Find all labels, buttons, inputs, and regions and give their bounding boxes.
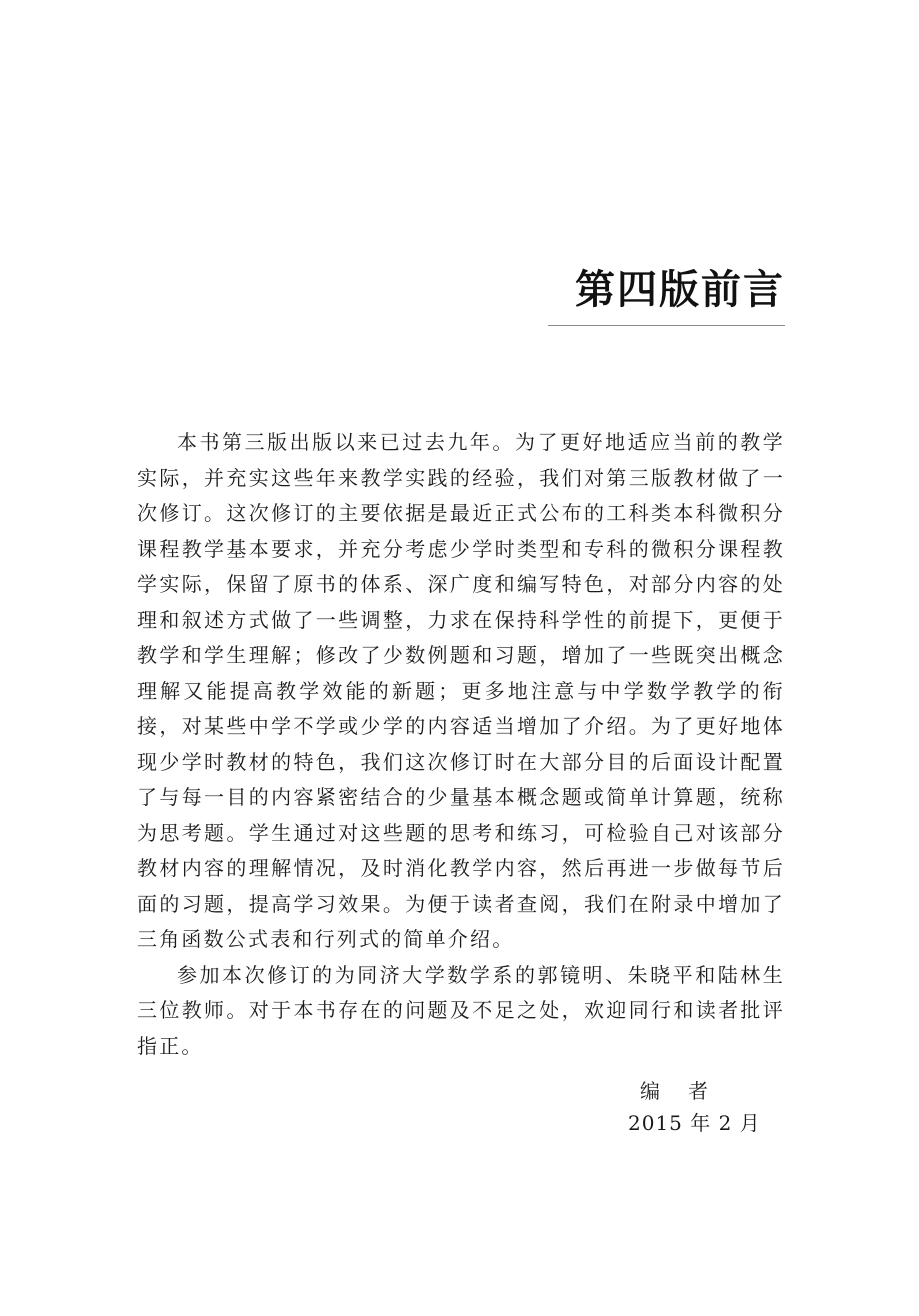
- preface-body: [137, 425, 785, 1064]
- paragraph-2: 参加本次修订的为同济大学数学系的郭镜明、朱晓平和陆林生三位教师。对于本书存在的问题及不足之处，欢迎同行和读者批评指正。: [137, 962, 785, 1058]
- date-line: 2015 年 2 月: [628, 1111, 761, 1135]
- author-signature: 编者: [640, 1079, 736, 1103]
- paragraph-1: 本书第三版出版以来已过去九年。为了更好地适应当前的教学实际，并充实这些年来教学实践的经验，我们对第三版教材做了一次修订。这次修订的主要依据是最近正式公布的工科类本科微积分课程教学基本要求，并充分考虑少学时类型和专科的微积分课程教学实际，保留了原书的体系、深广度和编写特色，对部分内容的处理和叙述方式做了一些调整，力求在保持科学性的前提下，更便于教学和学生理解；修改了少数例题和习题，增加了一些既突出概念理解又能提高教学效能的新题；更多地注意与中学数学教学的衔接，对某些中学不学或少学的内容适当增加了介绍。为了更好地体现少学时教材的特色，我们这次修订时在大部分目的后面设计配置了与每一目的内容紧密结合的少量基本概念题或简单计算题，统称为思考题。学生通过对这些题的思考和练习，可检验自己对该部分教材内容的理解情况，及时消化教学内容，然后再进一步做每节后面的习题，提高学习效果。为便于读者查阅，我们在附录中增加了三角函数公式表和行列式的简单介绍。: [137, 430, 785, 951]
- title-divider: [548, 325, 785, 326]
- page-title: 第四版前言: [575, 267, 785, 313]
- signature-block: [600, 1075, 790, 1139]
